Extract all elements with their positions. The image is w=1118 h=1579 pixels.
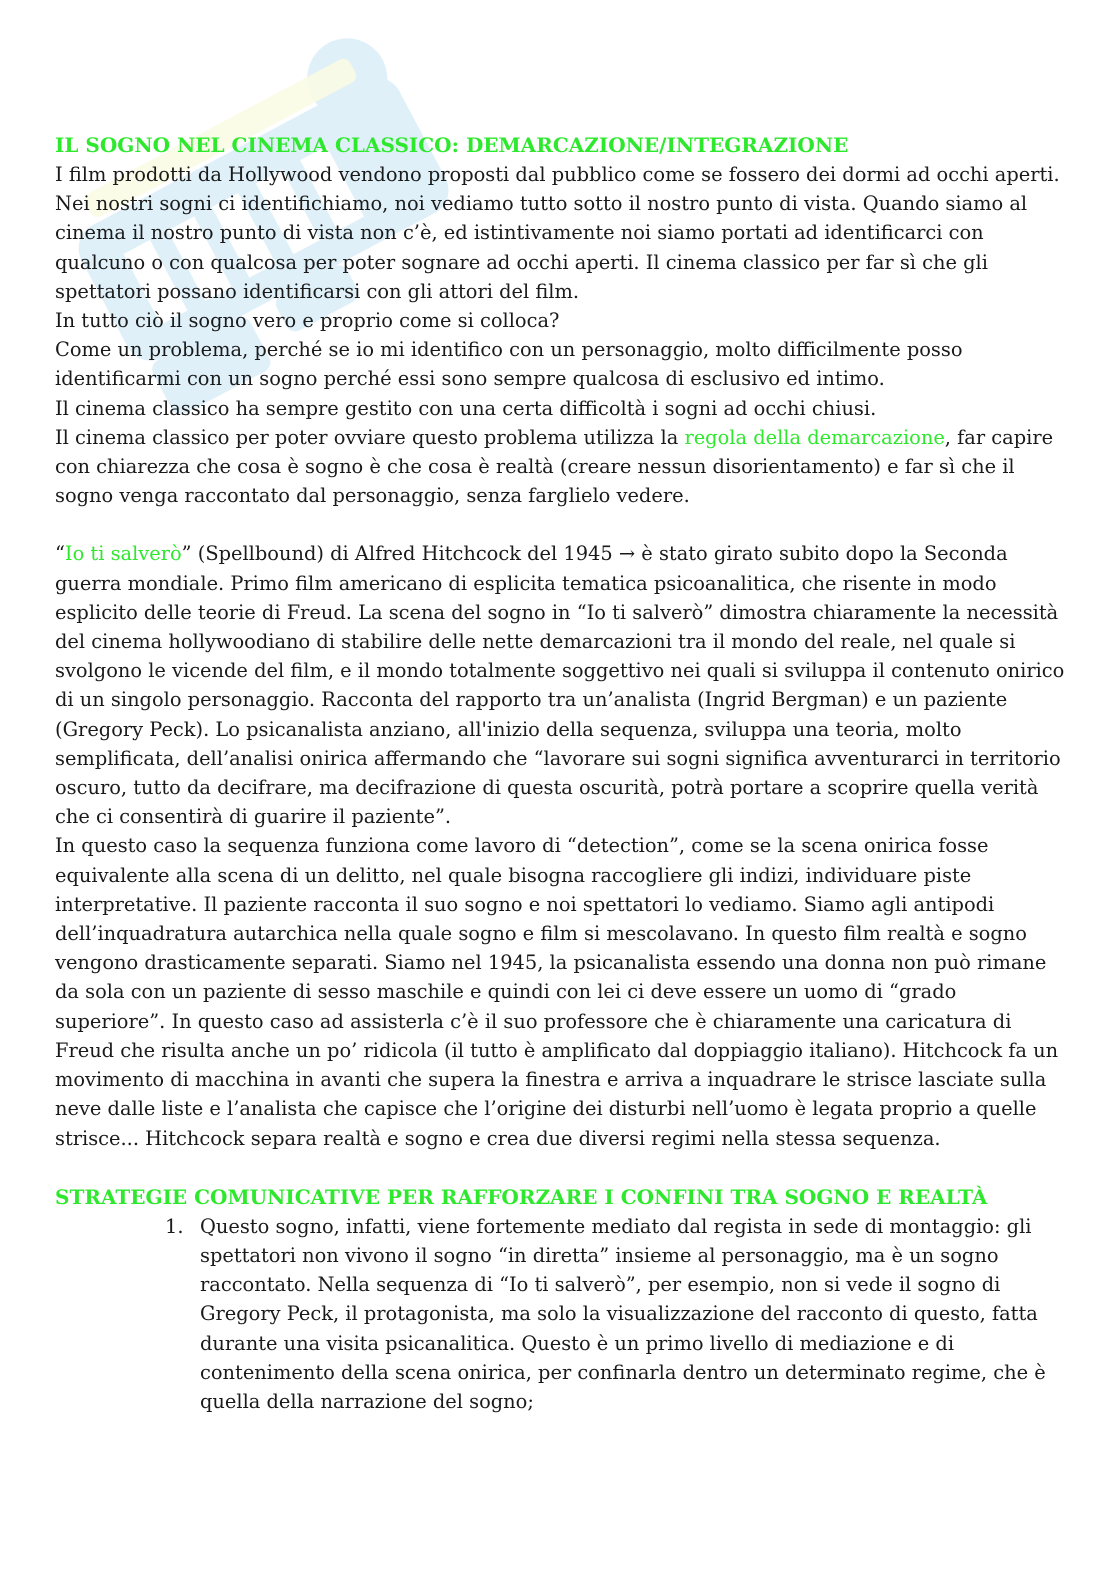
quote-mark: “ (55, 542, 65, 566)
paragraph: In questo caso la sequenza funziona come lavoro di “detection”, come se la scena onirica fosse equivalente alla scena di un delitto, nel quale bisogna raccogliere gli indizi, individuare piste interpretative. Il paziente racconta il suo sogno e noi spettatori lo vediamo. Siamo agli antipodi dell’inquadratura autarchica nella quale sogno e film si mescolavano. In questo film realtà e sogno vengono drasticamente separati. Siamo nel 1945, la psicanalista essendo una donna non può rimane da sola con un paziente di sesso maschile e quindi con lei ci deve essere un uomo di “grado superiore”. In questo caso ad assisterla c’è il suo professore che è chiaramente una caricatura di Freud che risulta anche un po’ ridicola (il tutto è amplificato dal doppiaggio italiano). Hitchcock fa un movimento di macchina in avanti che supera la finestra e arriva a inquadrare le strisce lasciate sulla neve dalle liste e l’analista che capisce che l’origine dei disturbi nell’uomo è legata proprio a quelle strisce... Hitchcock separa realtà e sogno e crea due diversi regimi nella stessa sequenza. (55, 834, 1059, 1150)
paragraph: I film prodotti da Hollywood vendono proposti dal pubblico come se fossero dei dormi ad occhi aperti. Nei nostri sogni ci identifichiamo, noi vediamo tutto sotto il nostro punto di vista. Quando siamo al cinema il nostro punto di vista non c’è, ed istintivamente noi siamo portati ad identificarci con qualcuno o con qualcosa per poter sognare ad occhi aperti. Il cinema classico per far sì che gli spettatori possano identificarsi con gli attori del film. (55, 163, 1060, 303)
paragraph-text: Il cinema classico per poter ovviare questo problema utilizza la (55, 425, 685, 449)
section-heading-strategies: STRATEGIE COMUNICATIVE PER RAFFORZARE I CONFINI TRA SOGNO E REALTÀ (55, 1184, 988, 1209)
section-heading-dream: IL SOGNO NEL CINEMA CLASSICO: DEMARCAZIONE/INTEGRAZIONE (55, 133, 849, 157)
paragraph: In tutto ciò il sogno vero e proprio come si colloca? (55, 309, 560, 333)
list-item (55, 1212, 1065, 1416)
paragraph: Come un problema, perché se io mi identifico con un personaggio, molto difficilmente posso identificarmi con un sogno perché essi sono sempre qualcosa di esclusivo ed intimo. (55, 338, 963, 391)
highlighted-term: regola della demarcazione (684, 425, 945, 449)
numbered-list (55, 1212, 1065, 1416)
list-item-number: 1. (165, 1214, 184, 1238)
paragraph-text: , far capire con chiarezza che cosa è sogno è che cosa è realtà (creare nessun disorientamento) e far sì che il sogno venga raccontato dal personaggio, senza farglielo vedere. (55, 425, 1054, 508)
paragraph (55, 423, 1065, 511)
spacer (55, 1153, 1065, 1182)
film-title: Io ti salverò (64, 542, 182, 566)
paragraph: Il cinema classico ha sempre gestito con una certa difficoltà i sogni ad occhi chiusi. (55, 396, 877, 420)
paragraph (55, 539, 1065, 831)
document-page (55, 130, 1065, 1416)
spacer (55, 510, 1065, 539)
list-item-text: Questo sogno, infatti, viene fortemente mediato dal regista in sede di montaggio: gli spettatori non vivono il sogno “in diretta” insieme al personaggio, ma è un sogno raccontato. Nella sequenza di “Io ti salverò”, per esempio, non si vede il sogno di Gregory Peck, il protagonista, ma solo la visualizzazione del racconto di questo, fatta durante una visita psicanalitica. Questo è un primo livello di mediazione e di contenimento della scena onirica, per confinarla dentro un determinato regime, che è quella della narrazione del sogno; (200, 1214, 1046, 1413)
paragraph-text: ” (Spellbound) di Alfred Hitchcock del 1945 → è stato girato subito dopo la Seconda guerra mondiale. Primo film americano di esplicita tematica psicoanalitica, che risente in modo esplicito delle teorie di Freud. La scena del sogno in “Io ti salverò” dimostra chiaramente la necessità del cinema hollywoodiano di stabilire delle nette demarcazioni tra il mondo del reale, nel quale si svolgono le vicende del film, e il mondo totalmente soggettivo nei quali si sviluppa il contenuto onirico di un singolo personaggio. Racconta del rapporto tra un’analista (Ingrid Bergman) e un paziente (Gregory Peck). Lo psicanalista anziano, all'inizio della sequenza, sviluppa una teoria, molto semplificata, dell’analisi onirica affermando che “lavorare sui sogni significa avventurarci in territorio oscuro, tutto da decifrare, ma decifrazione di questa oscurità, potrà portare a scoprire quella verità che ci consentirà di guarire il paziente”. (55, 542, 1065, 829)
